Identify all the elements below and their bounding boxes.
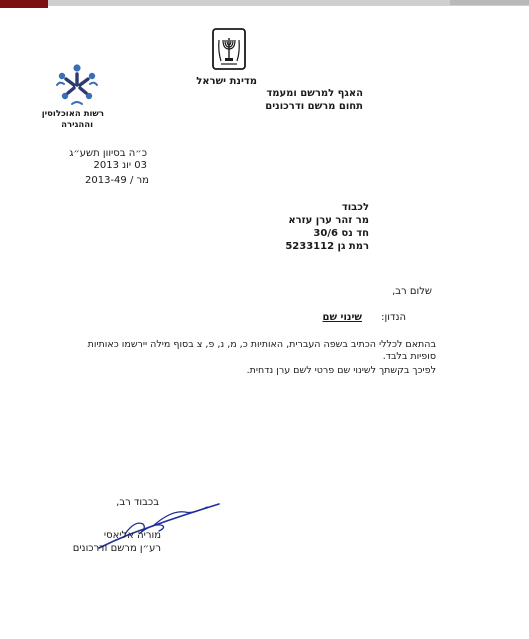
department-name: האגף למרשם ומעמד bbox=[266, 88, 363, 99]
greeting: שלום רב, bbox=[392, 286, 432, 297]
hebrew-date: כ״ה בסיוון תשע״ג bbox=[69, 148, 147, 159]
authority-name-line2: וההגירה bbox=[61, 120, 93, 130]
signatory-name: מוריה אליאסי bbox=[103, 530, 161, 541]
recipient-street: חד נס 30/6 bbox=[313, 228, 369, 239]
recipient-name: מר זהר ערן עזרא bbox=[288, 215, 369, 226]
recipient-city: רמת גן 5233112 bbox=[285, 241, 369, 252]
scan-edge-shade bbox=[450, 0, 529, 5]
authority-name-line1: רשות האוכלוסין bbox=[41, 109, 104, 119]
body-line-1: בהתאם לכללי הכתיב בשפה העברית, האותיות כ, מ, נ, פ, צ בסוף מילה יירשמו כאותיות bbox=[87, 339, 436, 350]
scan-corner-mark bbox=[0, 0, 48, 8]
subject-label: הנדון: bbox=[381, 312, 406, 323]
reference-number: מר / 2013-49 bbox=[85, 175, 149, 186]
subject-value: שינוי שם bbox=[322, 312, 362, 323]
body-line-2: סופיות בלבד. bbox=[382, 351, 436, 362]
body-line-3: לפיכך בקשתך לשינוי שם פרטי לשם ערן נדחית. bbox=[246, 365, 436, 376]
state-name: מדינת ישראל bbox=[196, 76, 257, 87]
gregorian-date: 03 יונ 2013 bbox=[93, 160, 147, 171]
closing-phrase: בכבוד רב, bbox=[116, 497, 159, 508]
state-emblem-icon bbox=[212, 28, 246, 70]
recipient-salutation: לכבוד bbox=[341, 202, 369, 213]
population-authority-logo-icon bbox=[52, 63, 102, 107]
sub-department-name: תחום מרשם ודרכונים bbox=[265, 101, 363, 112]
signatory-title: רע״ן מרשם ודרכונים bbox=[72, 543, 161, 554]
